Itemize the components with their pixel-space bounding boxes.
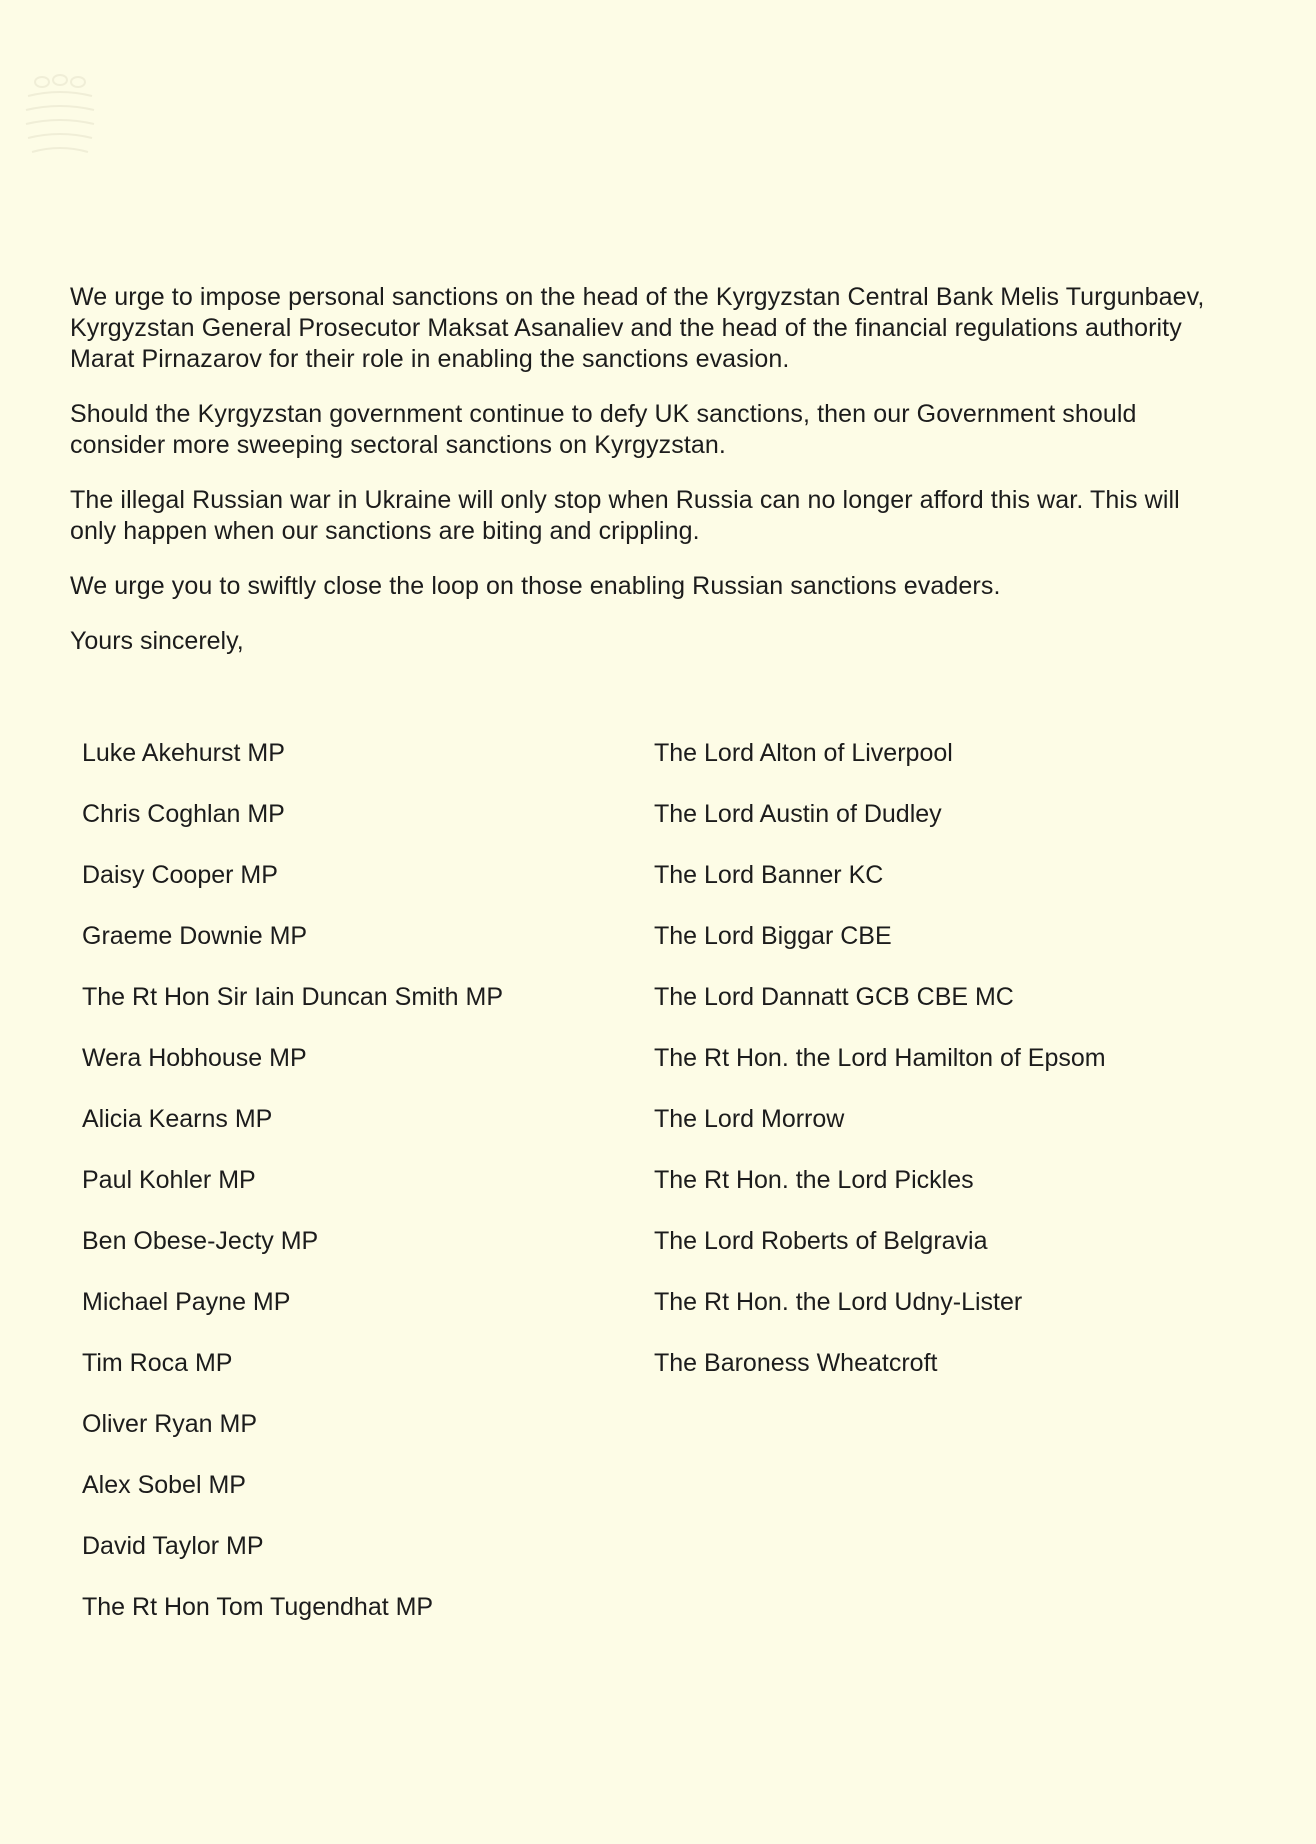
signatory-name: The Rt Hon. the Lord Hamilton of Epsom <box>654 1044 1106 1072</box>
signatory-name: The Rt Hon. the Lord Udny-Lister <box>654 1288 1023 1316</box>
signatory-name: Tim Roca MP <box>82 1349 233 1377</box>
signatory-name: Wera Hobhouse MP <box>82 1044 307 1072</box>
closing-salutation: Yours sincerely, <box>70 627 244 655</box>
embossed-seal-mark <box>20 70 100 170</box>
signatory-name: The Baroness Wheatcroft <box>654 1349 938 1377</box>
signatory-name: Paul Kohler MP <box>82 1166 256 1194</box>
signatory-name: Oliver Ryan MP <box>82 1410 258 1438</box>
signatory-name: Alex Sobel MP <box>82 1471 246 1499</box>
signatory-name: Ben Obese-Jecty MP <box>82 1227 319 1255</box>
paragraph-war-cost: The illegal Russian war in Ukraine will only stop when Russia can no longer afford this war. This will only happen when our sanctions are biting and crippling. <box>70 486 1180 545</box>
letter-body <box>70 282 1230 657</box>
signatory-name: The Rt Hon Tom Tugendhat MP <box>82 1593 434 1621</box>
signatory-name: The Lord Morrow <box>654 1105 845 1133</box>
signatory-name: Michael Payne MP <box>82 1288 291 1316</box>
paragraph-sanctions-request: We urge to impose personal sanctions on the head of the Kyrgyzstan Central Bank Melis Turgunbaev, Kyrgyzstan General Prosecutor Maksat Asanaliev and the head of the financial regulations authority Marat Pirnazarov for their role in enabling the sanctions evasion. <box>70 283 1205 373</box>
signatory-name: The Lord Roberts of Belgravia <box>654 1227 988 1255</box>
signatory-name: Graeme Downie MP <box>82 922 308 950</box>
signatory-name: The Rt Hon Sir Iain Duncan Smith MP <box>82 983 503 1011</box>
signatory-name: The Lord Alton of Liverpool <box>654 739 953 767</box>
signatory-name: The Lord Dannatt GCB CBE MC <box>654 983 1014 1011</box>
signatory-name: The Lord Banner KC <box>654 861 884 889</box>
signatory-name: The Lord Biggar CBE <box>654 922 892 950</box>
signatory-name: The Lord Austin of Dudley <box>654 800 942 828</box>
signatory-name: Alicia Kearns MP <box>82 1105 273 1133</box>
signatory-name: The Rt Hon. the Lord Pickles <box>654 1166 974 1194</box>
signatory-name: Chris Coghlan MP <box>82 800 285 828</box>
signatories-lords-column <box>654 738 1214 1409</box>
paragraph-sectoral-sanctions: Should the Kyrgyzstan government continue to defy UK sanctions, then our Government should consider more sweeping sectoral sanctions on Kyrgyzstan. <box>70 400 1137 459</box>
signatory-name: Daisy Cooper MP <box>82 861 278 889</box>
signatory-name: Luke Akehurst MP <box>82 739 285 767</box>
signatories-mps-column <box>82 738 642 1653</box>
signatory-name: David Taylor MP <box>82 1532 264 1560</box>
paragraph-close-loop: We urge you to swiftly close the loop on those enabling Russian sanctions evaders. <box>70 572 1001 600</box>
